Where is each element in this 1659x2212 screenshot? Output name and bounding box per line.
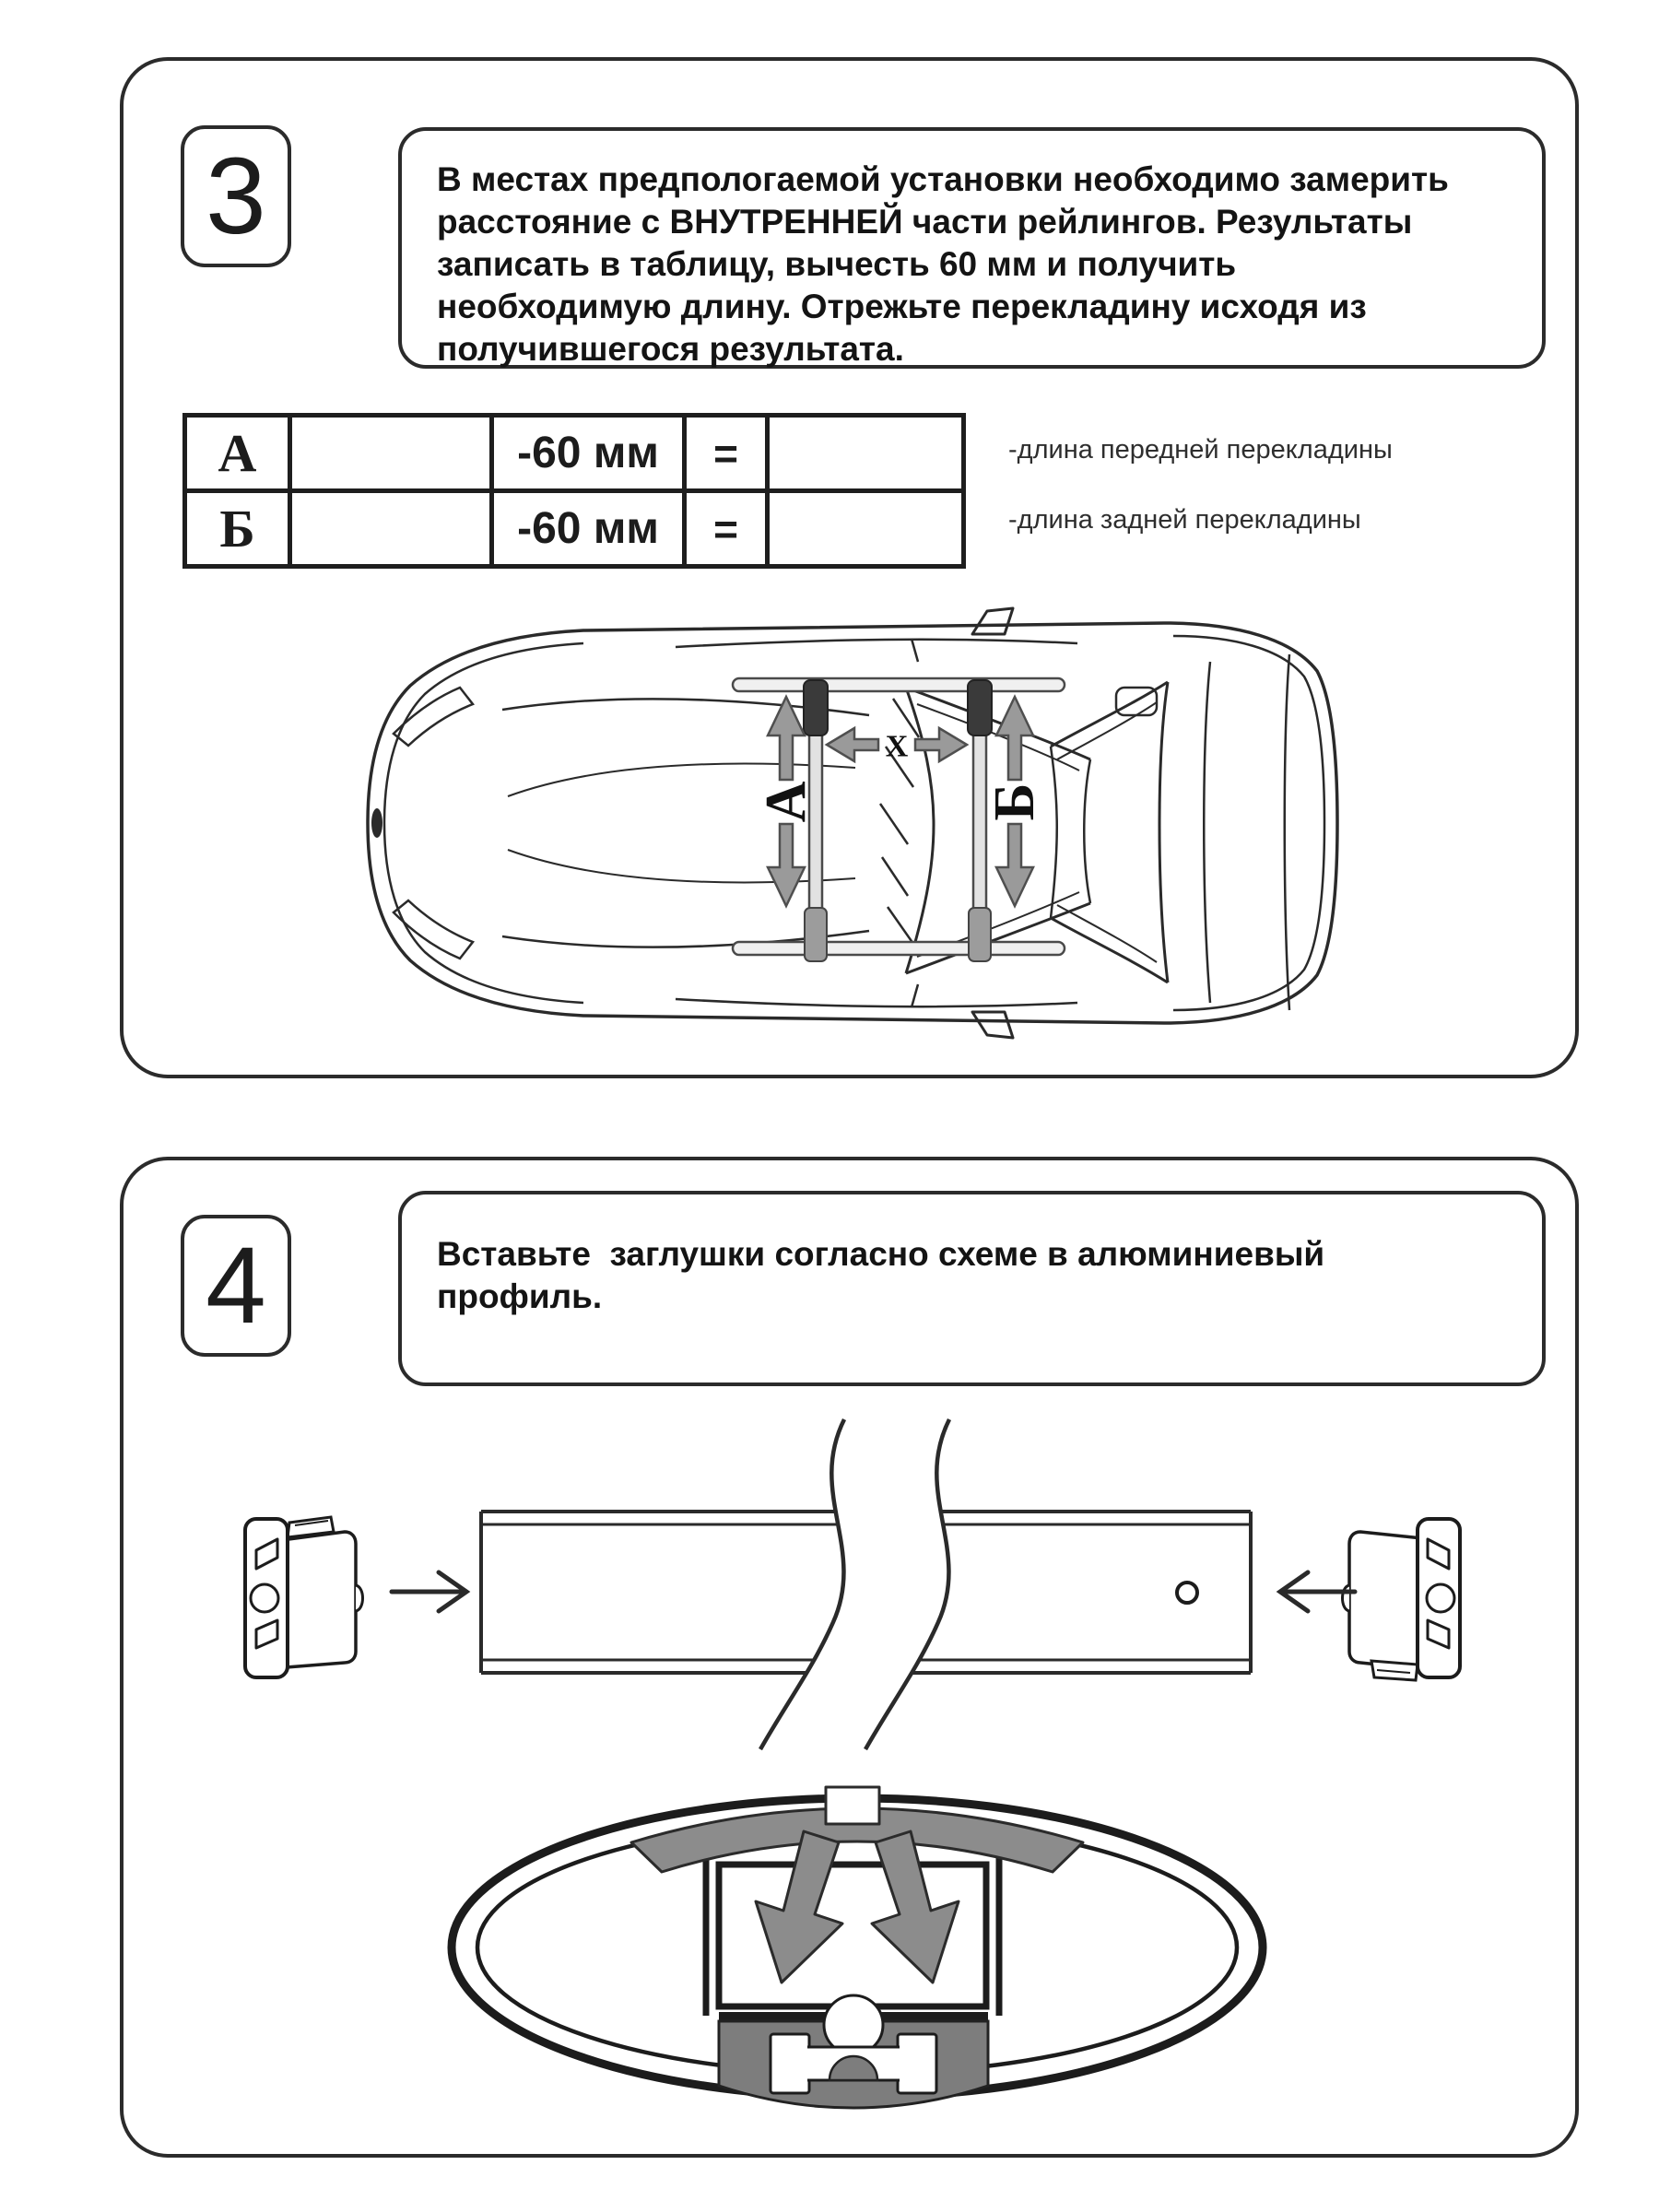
row-label: Б bbox=[185, 491, 290, 567]
a-pillar-bottom bbox=[906, 903, 1090, 973]
step3-instruction-line: расстояние с ВНУТРЕННЕЙ части рейлингов. Результаты bbox=[437, 203, 1413, 241]
step4-instruction-line: профиль. bbox=[437, 1277, 603, 1315]
profile-cross-section bbox=[442, 1783, 1272, 2115]
measured-value-cell bbox=[290, 416, 492, 491]
side-glass-bottom bbox=[676, 999, 1077, 1006]
step3-instruction-line: записать в таблицу, вычесть 60 мм и получить bbox=[437, 245, 1237, 283]
roof-rail-top bbox=[733, 678, 1065, 691]
table-row-front bbox=[185, 416, 964, 491]
subtract-cell: -60 мм bbox=[492, 491, 685, 567]
measurement-table bbox=[182, 413, 966, 569]
table-row-rear bbox=[185, 491, 964, 567]
headlight-left-top-icon bbox=[394, 688, 473, 746]
equals-cell: = bbox=[685, 416, 768, 491]
rear-fascia-line bbox=[1173, 636, 1324, 1010]
b-pillar-bottom bbox=[912, 984, 918, 1007]
step4-instruction-box bbox=[398, 1191, 1546, 1386]
step3-instruction-line: В местах предпологаемой установки необходимо замерить bbox=[437, 160, 1449, 198]
end-cap-right-icon bbox=[1343, 1519, 1461, 1680]
subtract-cell: -60 мм bbox=[492, 416, 685, 491]
front-bar-letter: А bbox=[755, 781, 818, 823]
front-bar-note: -длина передней перекладины bbox=[1008, 435, 1393, 465]
rear-bar-letter: Б bbox=[983, 782, 1046, 821]
distance-letter: Х bbox=[885, 729, 909, 764]
step3-instruction-box bbox=[398, 127, 1546, 369]
row-label: А bbox=[185, 416, 290, 491]
trunk-lid-line bbox=[1204, 662, 1210, 1003]
step3-number-box bbox=[181, 125, 291, 267]
insert-arrow-left-icon bbox=[392, 1572, 466, 1611]
c-pillar-bottom bbox=[1051, 918, 1168, 982]
result-cell bbox=[768, 491, 964, 567]
result-cell bbox=[768, 416, 964, 491]
b-pillar-top bbox=[912, 639, 918, 662]
step3-instruction-line: получившегося результата. bbox=[437, 330, 904, 368]
windshield bbox=[906, 688, 934, 973]
step3-number: 3 bbox=[206, 135, 266, 257]
side-glass-top bbox=[676, 640, 1077, 647]
profile-insert-diagram bbox=[221, 1401, 1484, 1770]
c-pillar-bottom-inner bbox=[1057, 905, 1157, 962]
step4-instruction-line: Вставьте заглушки согласно схеме в алюминиевый bbox=[437, 1235, 1325, 1273]
roof-rail-bottom bbox=[733, 942, 1065, 955]
front-emblem bbox=[371, 808, 382, 838]
front-fascia-line bbox=[384, 643, 583, 1003]
rear-window-edge bbox=[1159, 682, 1168, 982]
mirror-top-icon bbox=[972, 608, 1013, 634]
step4-number: 4 bbox=[206, 1225, 266, 1347]
equals-cell: = bbox=[685, 491, 768, 567]
end-cap-left-icon bbox=[245, 1517, 363, 1677]
roof-front-edge-line bbox=[1084, 759, 1090, 903]
headlight-left-bottom-icon bbox=[394, 900, 473, 959]
hood-crease bbox=[508, 850, 855, 882]
step4-number-box bbox=[181, 1215, 291, 1357]
rear-bar-note: -длина задней перекладины bbox=[1008, 505, 1361, 535]
roof-rear-edge-line bbox=[1051, 747, 1057, 918]
step3-instruction-line: необходимую длину. Отрежьте перекладину исходя из bbox=[437, 288, 1367, 325]
car-top-view-diagram bbox=[353, 606, 1339, 1040]
mounting-hole bbox=[1177, 1583, 1197, 1603]
trunk-rear-line bbox=[1285, 654, 1289, 1010]
c-pillar-top-inner bbox=[1057, 702, 1157, 759]
mirror-bottom-icon bbox=[972, 1012, 1013, 1038]
measured-value-cell bbox=[290, 491, 492, 567]
